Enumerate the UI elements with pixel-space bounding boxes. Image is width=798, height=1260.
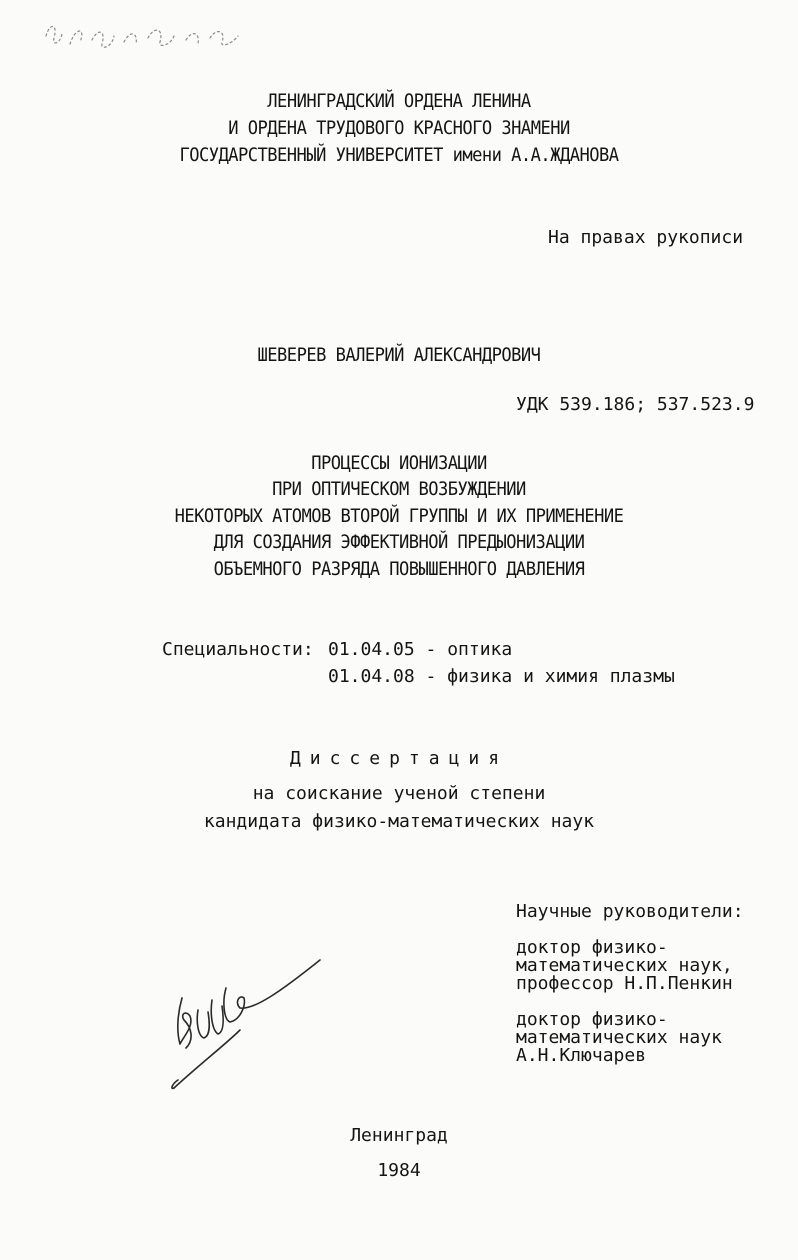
title-line-4: ДЛЯ СОЗДАНИЯ ЭФФЕКТИВНОЙ ПРЕДЫОНИЗАЦИИ xyxy=(213,531,585,553)
specialty-item: 01.04.08 - физика и химия плазмы xyxy=(328,666,675,687)
degree-line-2: кандидата физико-математических наук xyxy=(203,811,595,832)
specialty-item: 01.04.05 - оптика xyxy=(328,639,513,660)
title-line-1: ПРОЦЕССЫ ИОНИЗАЦИИ xyxy=(311,452,487,474)
supervisor-2-line-2: математических наук xyxy=(516,1027,722,1048)
supervisor-2-line-3: А.Н.Ключарев xyxy=(516,1045,647,1066)
specialties-label: Специальности: xyxy=(162,639,314,660)
city: Ленинград xyxy=(350,1125,448,1146)
title-line-3: НЕКОТОРЫХ АТОМОВ ВТОРОЙ ГРУППЫ И ИХ ПРИМЕНЕНИЕ xyxy=(174,505,624,527)
dissertation-heading: Диссертация xyxy=(289,748,509,769)
supervisor-1-line-1: доктор физико- xyxy=(516,937,668,958)
supervisor-1-line-2: математических наук, xyxy=(516,955,733,976)
supervisors-heading: Научные руководители: xyxy=(516,901,744,922)
udk-code: УДК 539.186; 537.523.9 xyxy=(516,394,755,415)
supervisor-1-line-3: профессор Н.П.Пенкин xyxy=(516,973,733,994)
supervisor-2-line-1: доктор физико- xyxy=(516,1009,668,1030)
author-name: ШЕВЕРЕВ ВАЛЕРИЙ АЛЕКСАНДРОВИЧ xyxy=(257,344,541,366)
degree-line-1: на соискание ученой степени xyxy=(252,783,546,804)
title-line-2: ПРИ ОПТИЧЕСКОМ ВОЗБУЖДЕНИИ xyxy=(272,478,526,500)
title-line-5: ОБЪЕМНОГО РАЗРЯДА ПОВЫШЕННОГО ДАВЛЕНИЯ xyxy=(213,558,585,580)
manuscript-rights-note: На правах рукописи xyxy=(548,227,744,248)
university-line-3: ГОСУДАРСТВЕННЫЙ УНИВЕРСИТЕТ имени А.А.ЖДАНОВА xyxy=(179,144,619,166)
university-line-1: ЛЕНИНГРАДСКИЙ ОРДЕНА ЛЕНИНА xyxy=(267,90,531,112)
handwritten-signature xyxy=(160,940,340,1100)
year: 1984 xyxy=(377,1160,421,1181)
university-line-2: И ОРДЕНА ТРУДОВОГО КРАСНОГО ЗНАМЕНИ xyxy=(228,117,570,139)
handwritten-marginal-note xyxy=(40,14,260,64)
